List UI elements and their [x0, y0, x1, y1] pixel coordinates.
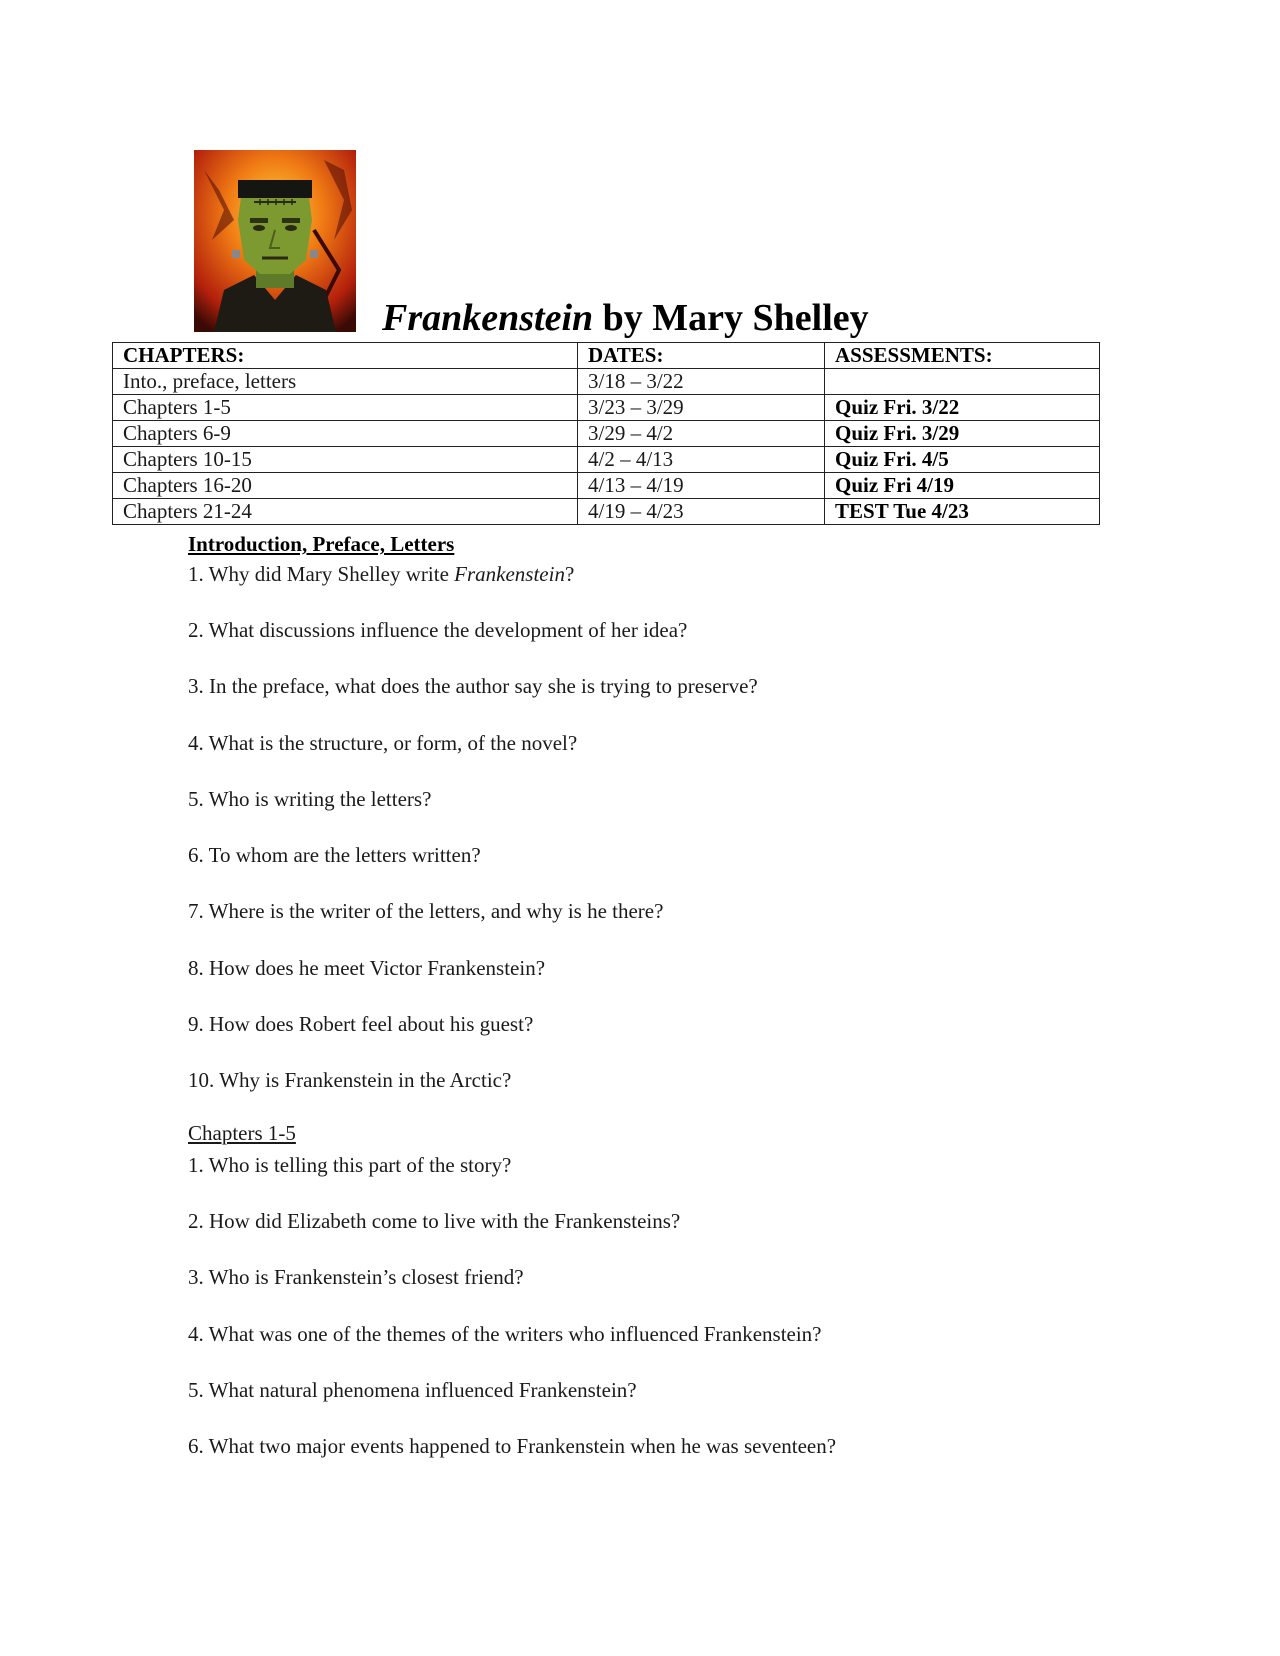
table-header-row [113, 343, 1100, 369]
question-text: 1. Why did Mary Shelley write [188, 562, 455, 586]
question-text: ? [564, 562, 575, 586]
question-item: 5. Who is writing the letters? [188, 787, 432, 811]
question-item: 9. How does Robert feel about his guest? [188, 1012, 534, 1036]
question-item: 8. How does he meet Victor Frankenstein? [188, 956, 546, 980]
table-row [113, 499, 1100, 525]
table-row [113, 421, 1100, 447]
table-row [113, 369, 1100, 395]
frankenstein-monster-portrait [194, 150, 356, 332]
question-item: 2. How did Elizabeth come to live with the Frankensteins? [188, 1209, 681, 1233]
cell-chapters: Chapters 1-5 [113, 395, 578, 421]
table-row [113, 447, 1100, 473]
cell-dates: 4/13 – 4/19 [578, 473, 825, 499]
question-item: 3. Who is Frankenstein’s closest friend? [188, 1265, 524, 1289]
question-item: 4. What was one of the themes of the writers who influenced Frankenstein? [188, 1322, 822, 1346]
question-item: 7. Where is the writer of the letters, and why is he there? [188, 899, 664, 923]
header-chapters: CHAPTERS: [113, 343, 578, 369]
title-book-name: Frankenstein [382, 297, 594, 339]
question-item: 10. Why is Frankenstein in the Arctic? [188, 1068, 512, 1092]
section-heading-introduction: Introduction, Preface, Letters [188, 532, 455, 556]
cell-dates: 4/2 – 4/13 [578, 447, 825, 473]
question-item: 5. What natural phenomena influenced Frankenstein? [188, 1378, 637, 1402]
cell-chapters: Chapters 16-20 [113, 473, 578, 499]
question-item: 2. What discussions influence the development of her idea? [188, 618, 688, 642]
cell-assessment [825, 369, 1100, 395]
question-item: 1. Who is telling this part of the story? [188, 1153, 512, 1177]
cell-assessment: Quiz Fri. 3/29 [825, 421, 1100, 447]
question-item [188, 561, 574, 587]
document-title [382, 292, 869, 344]
cell-chapters: Chapters 10-15 [113, 447, 578, 473]
cell-assessment: TEST Tue 4/23 [825, 499, 1100, 525]
header-assessments: ASSESSMENTS: [825, 343, 1100, 369]
question-item: 4. What is the structure, or form, of the novel? [188, 731, 578, 755]
cell-dates: 4/19 – 4/23 [578, 499, 825, 525]
cell-chapters: Chapters 6-9 [113, 421, 578, 447]
cell-assessment: Quiz Fri 4/19 [825, 473, 1100, 499]
reading-schedule-table [112, 342, 1100, 525]
cell-dates: 3/23 – 3/29 [578, 395, 825, 421]
question-item: 6. What two major events happened to Frankenstein when he was seventeen? [188, 1434, 837, 1458]
table-row [113, 473, 1100, 499]
cell-chapters: Into., preface, letters [113, 369, 578, 395]
question-item: 3. In the preface, what does the author say she is trying to preserve? [188, 674, 758, 698]
cell-chapters: Chapters 21-24 [113, 499, 578, 525]
header-dates: DATES: [578, 343, 825, 369]
cell-dates: 3/18 – 3/22 [578, 369, 825, 395]
title-author: by Mary Shelley [593, 297, 869, 339]
question-item: 6. To whom are the letters written? [188, 843, 481, 867]
table-row [113, 395, 1100, 421]
section-heading-chapters-1-5: Chapters 1-5 [188, 1121, 296, 1145]
question-book-title: Frankenstein [454, 562, 565, 586]
cell-assessment: Quiz Fri. 3/22 [825, 395, 1100, 421]
cell-dates: 3/29 – 4/2 [578, 421, 825, 447]
cell-assessment: Quiz Fri. 4/5 [825, 447, 1100, 473]
